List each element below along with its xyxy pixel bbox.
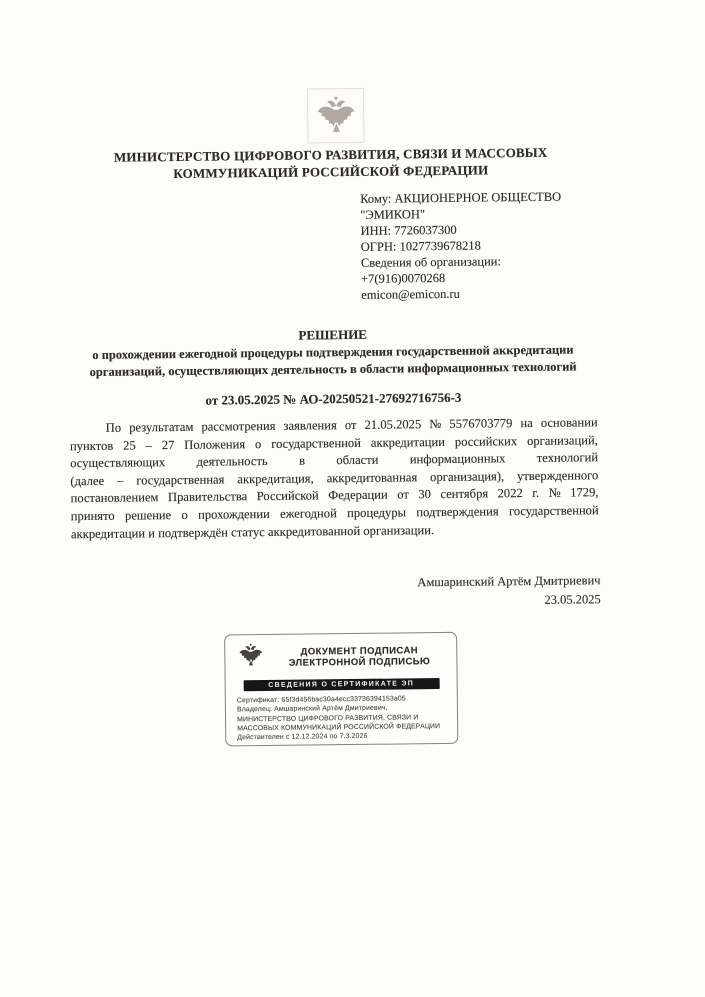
body-word: утвержденного bbox=[517, 467, 599, 483]
body-word: от bbox=[344, 417, 357, 433]
body-word: прохождении bbox=[198, 506, 270, 522]
decision-subtitle bbox=[61, 341, 605, 381]
body-word: от bbox=[397, 487, 409, 502]
decision-date-number: от 23.05.2025 № АО-20250521-27692716756-3 bbox=[205, 389, 462, 408]
body-word: деятельность bbox=[196, 454, 268, 469]
certificate-details bbox=[226, 693, 458, 743]
certificate-validity: Действителен с 12.12.2024 по 7.3.2026 bbox=[237, 733, 368, 742]
body-word: ежегодной bbox=[280, 506, 337, 521]
body-word: сентября bbox=[440, 486, 489, 502]
body-word: № bbox=[429, 416, 442, 432]
body-word: государственной bbox=[508, 503, 599, 519]
coat-of-arms-emblem bbox=[307, 88, 365, 144]
ministry-header-line2: КОММУНИКАЦИЙ РОССИЙСКОЙ ФЕДЕРАЦИИ bbox=[173, 162, 489, 182]
body-word: Правительства bbox=[167, 489, 248, 505]
recipient-line: Сведения об организации: bbox=[360, 254, 501, 270]
body-word: г. bbox=[532, 486, 540, 501]
body-word: аккредитованная bbox=[326, 470, 418, 486]
electronic-signature-stamp bbox=[224, 632, 458, 747]
body-paragraph bbox=[70, 414, 599, 543]
signoff-block bbox=[300, 571, 600, 611]
body-word: По bbox=[105, 420, 122, 435]
body-word: аккредитация, bbox=[237, 471, 314, 487]
body-word: 27 bbox=[161, 437, 175, 452]
decision-subtitle-line2: организаций, осуществляющих деятельность в области информационных технологий bbox=[89, 359, 577, 379]
body-word: о bbox=[181, 507, 188, 522]
body-word: – bbox=[116, 473, 124, 488]
stamp-title-line1: ДОКУМЕНТ ПОДПИСАН bbox=[300, 644, 419, 658]
body-word: технологий bbox=[536, 450, 599, 466]
signer-name: Амшаринский Артём Дмитриевич bbox=[417, 573, 601, 590]
body-word: о bbox=[254, 436, 262, 451]
body-word: результатам bbox=[129, 419, 194, 435]
decision-heading: РЕШЕНИЕ bbox=[298, 326, 368, 343]
certificate-info-bar: СВЕДЕНИЯ О СЕРТИФИКАТЕ ЭП bbox=[243, 678, 439, 691]
body-word: аккредитации bbox=[370, 434, 446, 450]
recipient-line: emicon@emicon.ru bbox=[361, 286, 460, 302]
body-word: в bbox=[298, 453, 306, 468]
body-word: заявления bbox=[283, 418, 337, 433]
recipient-line: ИНН: 7726037300 bbox=[360, 222, 457, 238]
recipient-line: "ЭМИКОН" bbox=[360, 207, 426, 222]
body-word: 25 bbox=[123, 438, 136, 453]
body-word: организация), bbox=[430, 469, 505, 484]
body-word: рассмотрения bbox=[201, 418, 276, 434]
body-word: основании bbox=[540, 415, 598, 430]
stamp-title-line2: ЭЛЕКТРОННОЙ ПОДПИСЬЮ bbox=[288, 656, 431, 669]
body-word: области bbox=[336, 452, 379, 468]
body-word: информационных bbox=[409, 451, 506, 467]
stamp-title bbox=[270, 644, 448, 669]
double-headed-eagle-icon bbox=[313, 92, 358, 138]
recipient-line: +7(916)0070268 bbox=[360, 270, 446, 286]
body-word: Положения bbox=[184, 436, 246, 452]
body-word: 30 bbox=[418, 487, 432, 502]
stamp-coat-of-arms-icon bbox=[237, 641, 264, 675]
recipient-line: ОГРН: 1027739678218 bbox=[360, 238, 481, 254]
body-word: № bbox=[548, 486, 561, 501]
body-word: Российской bbox=[256, 488, 319, 504]
body-word: (далее bbox=[70, 473, 105, 488]
certificate-serial: Сертификат: 65f3d456bac30a4ecc33736394153a05 bbox=[236, 695, 406, 705]
body-word: постановлением bbox=[70, 490, 159, 506]
body-word: принято bbox=[70, 508, 115, 524]
body-word: пунктов bbox=[69, 438, 114, 453]
body-word: осуществляющих bbox=[70, 455, 166, 471]
body-word: российских bbox=[454, 433, 518, 449]
body-word: 21.05.2025 bbox=[364, 417, 422, 432]
body-word: подтверждения bbox=[416, 504, 499, 520]
body-word: государственной bbox=[271, 435, 362, 451]
stamp-header bbox=[225, 633, 456, 678]
body-word: на bbox=[520, 415, 533, 431]
ministry-header bbox=[67, 143, 595, 183]
body-word: 5576703779 bbox=[449, 416, 513, 431]
decision-subtitle-line1: о прохождении ежегодной процедуры подтверждения государственной аккредитации bbox=[92, 342, 574, 362]
body-line: аккредитации и подтверждён статус аккредитованной организации. bbox=[70, 522, 435, 541]
body-word: – bbox=[145, 437, 152, 452]
body-word: 2022 bbox=[497, 486, 523, 501]
body-word: 1729, bbox=[570, 485, 599, 500]
body-word: организаций, bbox=[526, 432, 598, 448]
body-word: решение bbox=[124, 508, 172, 523]
body-word: государственная bbox=[136, 472, 225, 488]
recipient-block bbox=[360, 188, 601, 303]
body-word: Федерации bbox=[328, 487, 388, 503]
body-word: процедуры bbox=[346, 505, 407, 521]
ministry-header-line1: МИНИСТЕРСТВО ЦИФРОВОГО РАЗВИТИЯ, СВЯЗИ И МАССОВЫХ bbox=[113, 144, 548, 165]
certificate-owner: Владелец: Амшаринский Артём Дмитриевич, МИНИСТЕРСТВО ЦИФРОВОГО РАЗВИТИЯ, СВЯЗИ И МАССОВЫХ КОММУНИКАЦИЙ РОССИЙСКОЙ ФЕДЕРАЦИИ bbox=[236, 704, 441, 733]
signoff-date: 23.05.2025 bbox=[544, 591, 601, 607]
recipient-line: Кому: АКЦИОНЕРНОЕ ОБЩЕСТВО bbox=[360, 189, 562, 206]
